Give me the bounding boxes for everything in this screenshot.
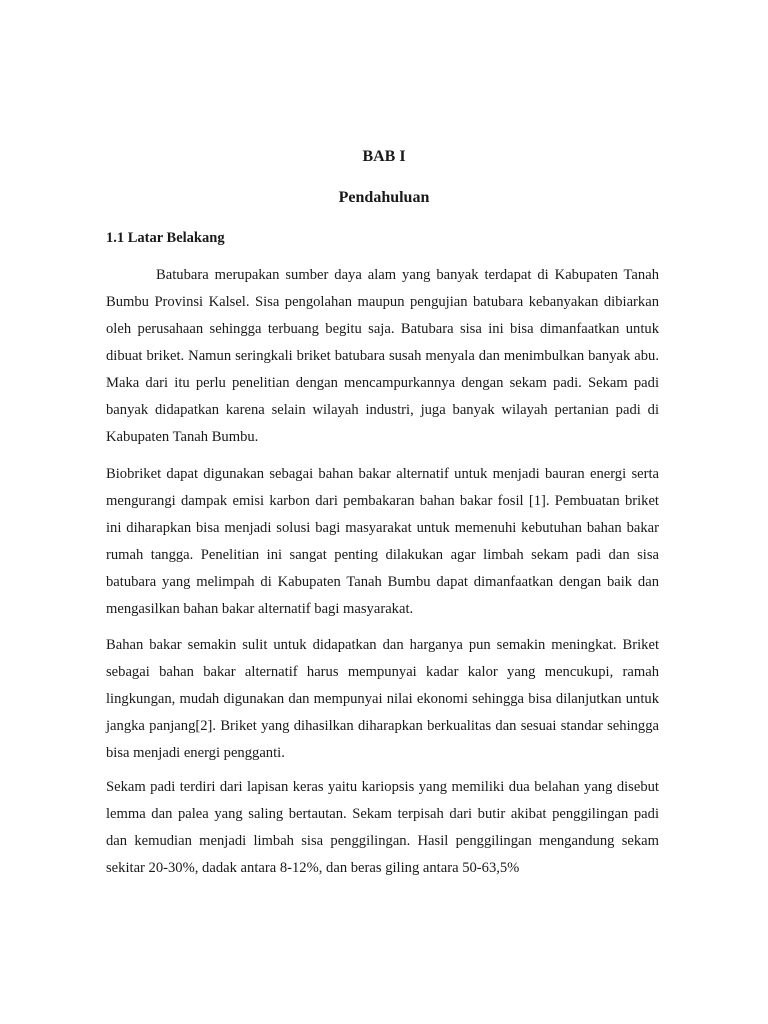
chapter-title: Pendahuluan	[338, 189, 430, 206]
body-paragraph: Batubara merupakan sumber daya alam yang banyak terdapat di Kabupaten Tanah Bumbu Provinsi Kalsel. Sisa pengolahan maupun pengujian batubara kebanyakan dibiarkan oleh perusahaan sehingga terbuang begitu saja. Batubara sisa ini bisa dimanfaatkan untuk dibuat briket. Namun seringkali briket batubara susah menyala dan menimbulkan banyak abu. Maka dari itu perlu penelitian dengan mencampurkannya dengan sekam padi. Sekam padi banyak didapatkan karena selain wilayah industri, juga banyak wilayah pertanian padi di Kabupaten Tanah Bumbu.	[106, 267, 659, 445]
body-paragraph: Bahan bakar semakin sulit untuk didapatkan dan harganya pun semakin meningkat. Briket sebagai bahan bakar alternatif harus mempunyai kadar kalor yang mencukupi, ramah lingkungan, mudah digunakan dan mempunyai nilai ekonomi sehingga bisa dilanjutkan untuk jangka panjang[2]. Briket yang dihasilkan diharapkan berkualitas dan sesuai standar sehingga bisa menjadi energi pengganti.	[106, 637, 659, 761]
chapter-number: BAB I	[362, 148, 406, 165]
section-heading: 1.1 Latar Belakang	[106, 230, 225, 246]
body-paragraph: Sekam padi terdiri dari lapisan keras yaitu kariopsis yang memiliki dua belahan yang disebut lemma dan palea yang saling bertautan. Sekam terpisah dari butir akibat penggilingan padi dan kemudian menjadi limbah sisa penggilingan. Hasil penggilingan mengandung sekam sekitar 20-30%, dadak antara 8-12%, dan beras giling antara 50-63,5%	[106, 779, 659, 876]
body-paragraph: Biobriket dapat digunakan sebagai bahan bakar alternatif untuk menjadi bauran energi serta mengurangi dampak emisi karbon dari pembakaran bahan bakar fosil [1]. Pembuatan briket ini diharapkan bisa menjadi solusi bagi masyarakat untuk memenuhi kebutuhan bahan bakar rumah tangga. Penelitian ini sangat penting dilakukan agar limbah sekam padi dan sisa batubara yang melimpah di Kabupaten Tanah Bumbu dapat dimanfaatkan dengan baik dan mengasilkan bahan bakar alternatif bagi masyarakat.	[106, 466, 659, 617]
